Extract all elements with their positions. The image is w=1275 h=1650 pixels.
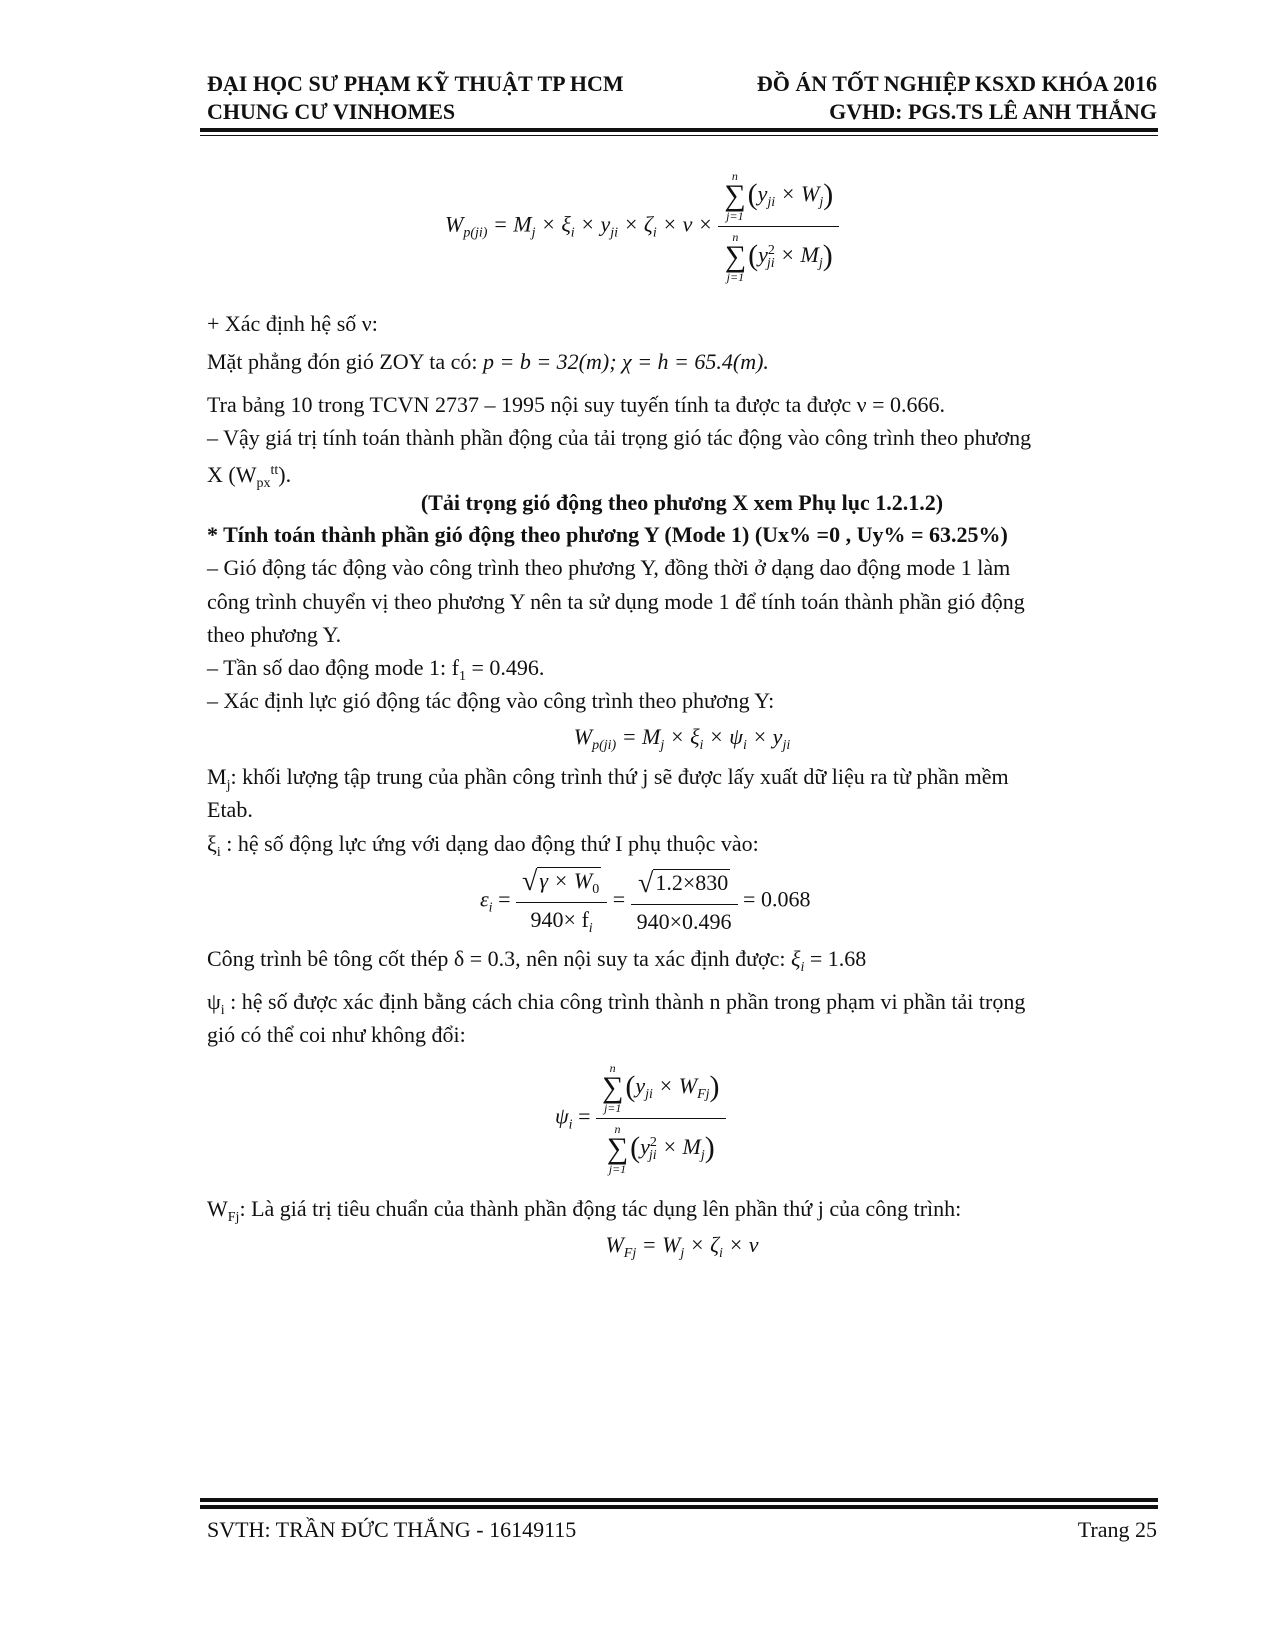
text-determine-nu: + Xác định hệ số ν: xyxy=(207,311,378,336)
f1-zeta-sub: i xyxy=(652,225,657,241)
f1-nu: × ν × xyxy=(662,211,713,237)
text-appendix-ref: (Tải trọng gió động theo phương X xem Phụ lục 1.2.1.2) xyxy=(420,490,944,515)
epsilon-result: = 0.068 xyxy=(743,886,811,912)
formula-wfj: $W_{Fj} = W_j \times \zeta_i \times \nu$ xyxy=(605,1232,759,1261)
text-mode1-line3: theo phương Y. xyxy=(207,622,342,647)
f1-xi-sub: i xyxy=(570,225,575,241)
text-psi-definition: $\psi_i$ : hệ số được xác định bằng cách chia công trình thành n phần trong phạm vi phần tải trọng xyxy=(207,989,1026,1018)
epsilon-fraction-1: $\frac{√\gamma \times W_0}{940\times f_i}$ xyxy=(516,866,607,937)
text-frequency: – Tần số dao động mode 1: $f_1 = 0.496$. xyxy=(207,655,545,684)
footer-rule-1 xyxy=(200,1498,1158,1502)
f1-den-sum: n ∑ j=1 xyxy=(724,230,747,284)
f1-rhs: = M xyxy=(492,211,532,237)
text-wind-plane: Mặt phẳng đón gió ZOY ta có: p = b = 32(m); χ = h = 65.4(m). xyxy=(207,349,769,374)
formula-epsilon: $\varepsilon_i$ = $\frac{√\gamma \times W_0}{940\times f_i}$ = $\frac{√1.2\times 830}{940\times 0.496}$ = 0.068 xyxy=(480,866,811,936)
text-conclusion-line1: – Vậy giá trị tính toán thành phần động của tải trọng gió tác động vào công trình theo phương xyxy=(207,425,1032,450)
footer-student: SVTH: TRẦN ĐỨC THẮNG - 16149115 xyxy=(207,1517,577,1542)
text-wfj-definition: $W_{Fj}$: Là giá trị tiêu chuẩn của thành phần động tác dụng lên phần thứ j của công trình: xyxy=(207,1196,962,1225)
psi-fraction: n ∑ $j=1(y_{ji} \times W_{Fj})$ n ∑ $j=1(y^2_{ji} \times M_j)$ xyxy=(596,1062,726,1175)
text-etab: Etab. xyxy=(207,797,253,822)
f1-num-sum: n ∑ j=1 xyxy=(724,169,746,223)
text-conclusion-line2: X $(W_{px}^{tt})$. xyxy=(207,462,292,491)
text-psi-definition-2: gió có thể coi như không đổi: xyxy=(207,1022,466,1047)
formula-wind-load-y: $W_{p(ji)} = M_j \times \xi_i \times \psi_i \times y_{ji}$ xyxy=(573,724,791,753)
formula-psi: $\psi_i$ = n ∑ $j=1(y_{ji} \times W_{Fj})$ n ∑ $j=1(y^2_{ji} \times M_j)$ xyxy=(555,1062,726,1175)
header-course: ĐỒ ÁN TỐT NGHIỆP KSXD KHÓA 2016 xyxy=(756,71,1157,96)
f1-lhs: W xyxy=(445,211,464,237)
f1-denominator: n ∑ $j=1(y^2_{ji} \times M_j)$ xyxy=(724,230,833,284)
text-force-y: – Xác định lực gió động tác động vào công trình theo phương Y: xyxy=(207,688,775,713)
formula-wind-load-x xyxy=(445,170,839,283)
header-rule-thin xyxy=(200,135,1158,136)
f1-y-sub: ji xyxy=(610,225,619,241)
f1-numerator: n ∑ $j=1(y_{ji} \times W_j)$ xyxy=(718,170,839,227)
f1-fraction xyxy=(718,170,839,283)
text-mass-definition: $M_j$: khối lượng tập trung của phần công trình thứ j sẽ được lấy xuất dữ liệu ra từ phần mềm xyxy=(207,764,1009,793)
f1-rhs-sub: j xyxy=(531,225,536,241)
f1-xi: × ξ xyxy=(541,211,571,237)
epsilon-fraction-2: $\frac{√1.2\times 830}{940\times 0.496}$ xyxy=(631,868,738,935)
text-mode1-line2: công trình chuyển vị theo phương Y nên ta sử dụng mode 1 để tính toán thành phần gió động xyxy=(207,589,1025,614)
text-mode1-line1: – Gió động tác động vào công trình theo phương Y, đồng thời ở dạng dao động mode 1 làm xyxy=(207,555,1011,580)
footer-rule-2 xyxy=(200,1505,1158,1509)
text-concrete-delta: Công trình bê tông cốt thép δ = 0.3, nên nội suy ta xác định được: $\xi_i = 1.68$ xyxy=(207,946,867,975)
footer-page-number: Trang 25 xyxy=(1077,1517,1157,1542)
f1-zeta: × ζ xyxy=(623,211,653,237)
f1-lhs-sub: p(ji) xyxy=(463,225,488,241)
section-heading-y: * Tính toán thành phần gió động theo phương Y (Mode 1) (Ux% =0 , Uy% = 63.25%) xyxy=(207,522,1008,547)
header-rule-thick xyxy=(200,128,1158,132)
header-project: CHUNG CƯ VINHOMES xyxy=(207,99,456,124)
header-university: ĐẠI HỌC SƯ PHẠM KỸ THUẬT TP HCM xyxy=(207,71,624,96)
text-xi-definition: $\xi_i$ : hệ số động lực ứng với dạng dao động thứ I phụ thuộc vào: xyxy=(207,831,759,860)
header-left xyxy=(207,70,624,126)
header-right xyxy=(757,70,1157,126)
f1-y: × y xyxy=(580,211,611,237)
text-table-10: Tra bảng 10 trong TCVN 2737 – 1995 nội suy tuyến tính ta được ta được ν = 0.666. xyxy=(207,392,945,417)
header-supervisor: GVHD: PGS.TS LÊ ANH THẮNG xyxy=(829,99,1157,124)
